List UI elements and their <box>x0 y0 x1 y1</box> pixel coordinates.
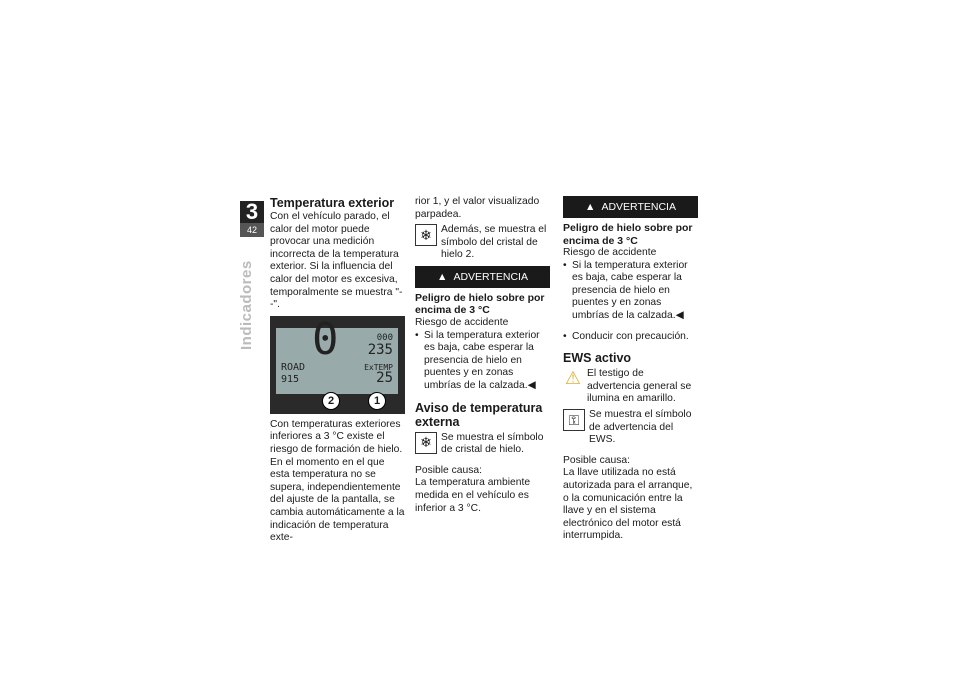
icon-text: Se muestra el símbolo de advertencia del EWS. <box>589 408 692 446</box>
extemp-label: ExTEMP <box>364 362 393 372</box>
section-title: Aviso de temperatura externa <box>415 400 543 429</box>
icon-note <box>563 409 698 447</box>
road-mode: ROAD <box>281 361 306 373</box>
bullet-item: • Conducir con precaución. <box>563 331 698 344</box>
risk-text: Riesgo de accidente <box>415 316 509 328</box>
ews-key-icon: ⚿ <box>563 409 585 431</box>
callout-1: 1 <box>368 392 386 410</box>
bullet-item: • Si la temperatura exterior es baja, cabe esperar la presencia de hielo en puentes y en zonas umbrías de la calzada.◀ <box>563 260 698 323</box>
icon-note <box>415 224 550 262</box>
cause-text: La temperatura ambiente medida en el vehículo es inferior a 3 °C. <box>415 477 531 514</box>
chapter-number: 3 <box>240 201 264 223</box>
icon-text: El testigo de advertencia general se ilumina en amarillo. <box>587 368 692 405</box>
warning-icon: ▲ <box>585 201 596 214</box>
ice-crystal-icon: ❄ <box>415 432 437 454</box>
dashboard-image <box>270 316 405 414</box>
ice-crystal-icon: ❄ <box>415 224 437 246</box>
section-label: Indicadores <box>238 260 255 350</box>
mid-reading: 235 <box>367 341 393 358</box>
icon-note <box>563 368 698 406</box>
paragraph: rior 1, y el valor visualizado parpadea. <box>415 196 540 220</box>
temp-reading: 25 <box>376 369 393 386</box>
warning-title: Peligro de hielo sobre por encima de 3 °C <box>563 222 693 247</box>
column-2 <box>415 196 550 515</box>
icon-text: Además, se muestra el símbolo del cristal de hielo 2. <box>441 224 547 261</box>
cause-label: Posible causa: <box>415 464 482 476</box>
warning-bar <box>415 266 550 288</box>
warning-icon: ▲ <box>437 271 448 284</box>
warning-title: Peligro de hielo sobre por encima de 3 °C <box>415 291 545 317</box>
paragraph: Con temperaturas exteriores inferiores a 3 °C existe el riesgo de formación de hielo. En el momento en el que esta temperatura no se supera, independientemente del ajuste de la pantalla, se cambia automáticamente a la indicación de temperatura exte- <box>270 418 405 544</box>
icon-note <box>415 432 550 457</box>
cause-label: Posible causa: <box>563 454 630 466</box>
column-3 <box>563 196 698 543</box>
odo: 915 <box>281 373 300 385</box>
warning-label: ADVERTENCIA <box>601 201 676 213</box>
callout-2: 2 <box>322 392 340 410</box>
gear-indicator: 0 <box>312 315 339 365</box>
paragraph: Con el vehículo parado, el calor del motor puede provocar una medición incorrecta de la temperatura exterior. Si la influencia del calor del motor es excesiva, temporalmente se muestra "--". <box>270 211 403 311</box>
general-warning-icon: ⚠ <box>564 367 582 388</box>
warning-label: ADVERTENCIA <box>453 270 528 283</box>
chapter-tab <box>240 201 264 237</box>
top-reading: 000 <box>376 332 393 343</box>
section-title: EWS activo <box>563 351 632 366</box>
icon-text: Se muestra el símbolo de cristal de hielo. <box>441 431 544 456</box>
bullet-item: • Si la temperatura exterior es baja, cabe esperar la presencia de hielo en puentes y en zonas umbrías de la calzada.◀ <box>415 330 550 393</box>
page-number: 42 <box>246 225 257 235</box>
risk-text: Riesgo de accidente <box>563 247 657 258</box>
cause-text: La llave utilizada no está autorizada para el arranque, o la comunicación entre la llave y en el sistema electrónico del motor está interrumpida. <box>563 467 693 542</box>
warning-bar <box>563 196 698 218</box>
column-1 <box>270 196 405 545</box>
display-screen <box>276 315 398 394</box>
section-title: Temperatura exterior <box>270 196 395 210</box>
